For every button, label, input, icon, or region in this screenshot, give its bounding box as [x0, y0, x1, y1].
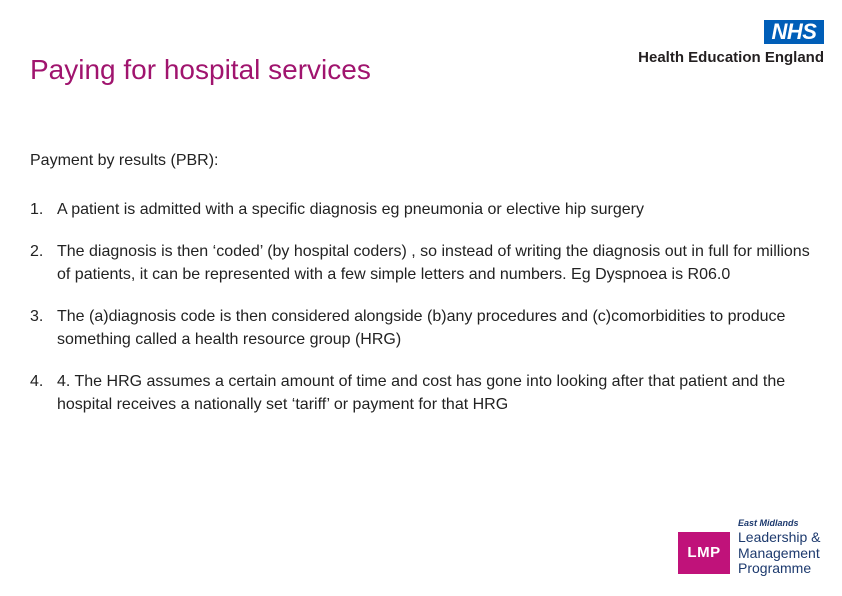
- pbr-intro: Payment by results (PBR):: [30, 152, 219, 169]
- step-text: 4. The HRG assumes a certain amount of time and cost has gone into looking after that patient and the hospital receives a nationally set ‘tariff’ or payment for that HRG: [57, 373, 786, 413]
- lmp-name-line: Leadership &: [738, 529, 821, 545]
- slide-title: Paying for hospital services: [30, 54, 371, 85]
- lmp-mark-logo: LMP: [678, 532, 730, 574]
- lmp-name-line: Programme: [738, 560, 812, 576]
- step-item-2: [30, 240, 810, 286]
- step-text: The diagnosis is then ‘coded’ (by hospital coders) , so instead of writing the diagnosis out in full for millions of patients, it can be represented with a few simple letters and numbers. Eg Dyspnoea is R06.0: [57, 243, 810, 283]
- step-number: 3.: [30, 308, 44, 325]
- step-number: 1.: [30, 201, 44, 218]
- nhs-badge-logo: NHS: [764, 20, 824, 44]
- pbr-steps-list: [30, 198, 810, 435]
- lmp-programme-name: [738, 530, 821, 577]
- step-item-3: [30, 305, 810, 351]
- lmp-logo: [678, 518, 838, 580]
- step-text: The (a)diagnosis code is then considered alongside (b)any procedures and (c)comorbidities to produce something called a health resource group (HRG): [57, 308, 786, 348]
- step-item-4: [30, 370, 810, 416]
- step-number: 2.: [30, 243, 44, 260]
- step-item-1: [30, 198, 810, 221]
- step-text: A patient is admitted with a specific diagnosis eg pneumonia or elective hip surgery: [57, 201, 644, 218]
- lmp-name-line: Management: [738, 544, 820, 561]
- step-number: 4.: [30, 373, 44, 390]
- health-education-england-wordmark: Health Education England: [638, 49, 824, 66]
- lmp-region-label: East Midlands: [738, 518, 799, 528]
- nhs-hee-logo: [604, 20, 824, 72]
